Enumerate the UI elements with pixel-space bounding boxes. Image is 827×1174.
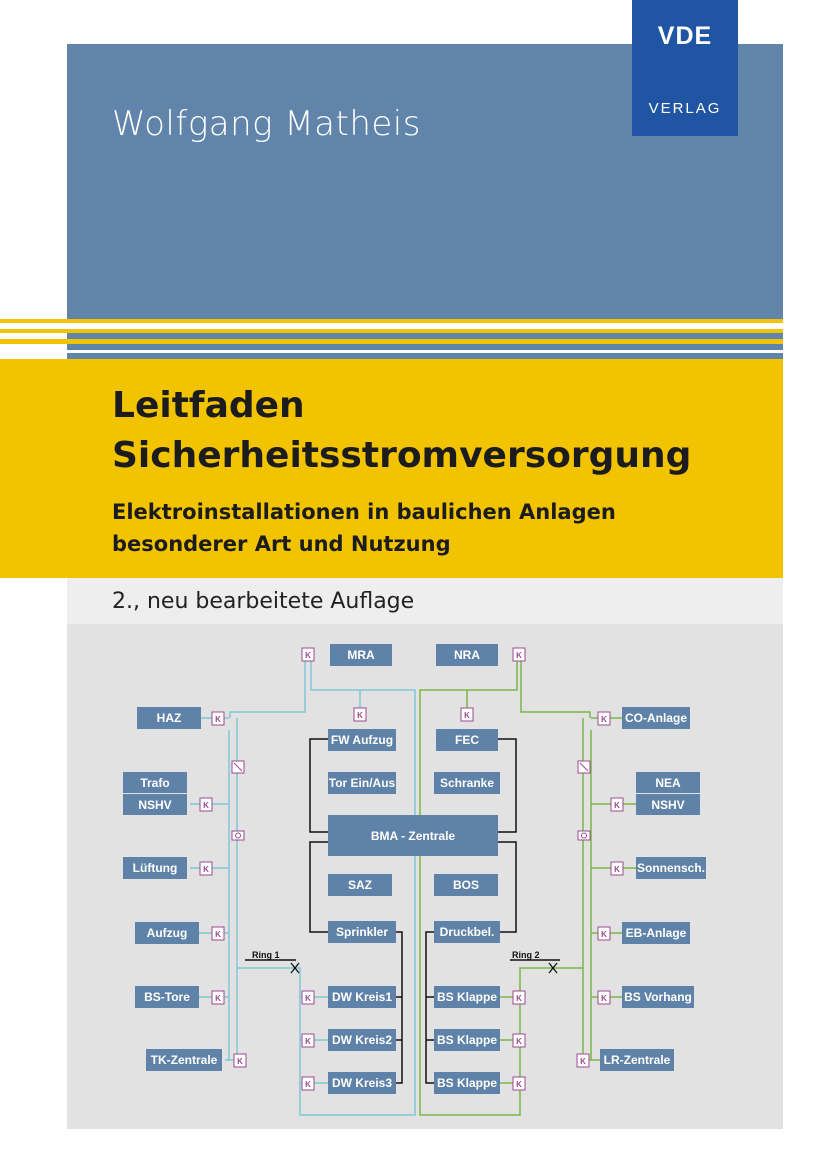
device-nra [436, 644, 498, 666]
device-dw-kreis3 [328, 1072, 396, 1094]
device-co-anlage [622, 707, 690, 729]
ring-break-marks [291, 963, 557, 973]
k-marker [200, 862, 212, 875]
bma-zentrale-box [328, 815, 498, 856]
svg-text:NEA: NEA [655, 776, 681, 790]
k-marker [234, 1054, 246, 1067]
svg-text:Druckbel.: Druckbel. [439, 925, 495, 939]
svg-text:TK-Zentrale: TK-Zentrale [150, 1053, 218, 1067]
svg-text:K: K [601, 930, 607, 939]
device-haz [137, 707, 201, 729]
svg-text:K: K [614, 865, 620, 874]
svg-text:BS Klappe: BS Klappe [436, 1033, 498, 1047]
svg-text:HAZ: HAZ [156, 711, 182, 725]
k-marker [302, 648, 314, 661]
svg-text:Lüftung: Lüftung [132, 861, 178, 875]
device-aufzug [135, 922, 199, 944]
svg-text:BOS: BOS [452, 878, 480, 892]
k-marker [513, 1034, 525, 1047]
k-markers [200, 648, 623, 1090]
svg-text:K: K [203, 801, 209, 810]
device-schranke [434, 772, 500, 794]
k-marker [461, 708, 473, 721]
svg-text:BS Vorhang: BS Vorhang [624, 990, 692, 1004]
svg-text:K: K [464, 711, 470, 720]
svg-text:EB-Anlage: EB-Anlage [625, 926, 687, 940]
device-nea [636, 772, 700, 793]
k-marker [302, 991, 314, 1004]
svg-text:K: K [305, 1037, 311, 1046]
k-marker [513, 991, 525, 1004]
k-marker [212, 712, 224, 725]
author-name: Wolfgang Matheis [112, 104, 421, 144]
svg-text:LR-Zentrale: LR-Zentrale [603, 1053, 671, 1067]
svg-text:K: K [305, 651, 311, 660]
ring1-label: Ring 1 [252, 950, 280, 960]
device-lueftung [123, 857, 187, 879]
k-marker [513, 648, 525, 661]
svg-text:SAZ: SAZ [348, 878, 372, 892]
subtitle-line1: Elektroinstallationen in baulichen Anlagen [112, 500, 616, 524]
device-eb-anlage [622, 922, 690, 944]
device-mra [330, 644, 392, 666]
svg-text:K: K [601, 994, 607, 1003]
k-marker [212, 991, 224, 1004]
k-marker [302, 1034, 314, 1047]
svg-text:K: K [215, 930, 221, 939]
device-nshv-left [123, 794, 187, 815]
svg-text:K: K [203, 865, 209, 874]
k-marker [611, 862, 623, 875]
device-fw-aufzug [328, 729, 396, 751]
edition-label: 2., neu bearbeitete Auflage [112, 589, 415, 614]
svg-text:Schranke: Schranke [439, 776, 495, 790]
book-title-line1: Leitfaden [112, 385, 305, 426]
k-marker [598, 927, 610, 940]
k-marker [598, 991, 610, 1004]
k-marker [212, 927, 224, 940]
svg-text:FEC: FEC [455, 733, 479, 747]
svg-text:Aufzug: Aufzug [146, 926, 188, 940]
device-bs-vorhang [622, 986, 694, 1008]
svg-text:NRA: NRA [454, 648, 480, 662]
device-dw-kreis1 [328, 986, 396, 1008]
svg-text:BS Klappe: BS Klappe [436, 990, 498, 1004]
svg-text:K: K [516, 1037, 522, 1046]
svg-text:DW Kreis1: DW Kreis1 [331, 990, 393, 1004]
device-bs-klappe-1 [434, 986, 500, 1008]
svg-text:NSHV: NSHV [651, 798, 685, 812]
k-marker [200, 798, 212, 811]
k-marker [598, 712, 610, 725]
svg-text:NSHV: NSHV [138, 798, 172, 812]
k-marker [354, 708, 366, 721]
svg-text:CO-Anlage: CO-Anlage [624, 711, 688, 725]
k-marker [302, 1077, 314, 1090]
svg-text:K: K [580, 1057, 586, 1066]
svg-text:Trafo: Trafo [140, 776, 170, 790]
svg-text:K: K [601, 715, 607, 724]
svg-text:K: K [305, 994, 311, 1003]
device-dw-kreis2 [328, 1029, 396, 1051]
device-druckbel [434, 921, 500, 943]
device-bs-klappe-2 [434, 1029, 500, 1051]
device-bos [434, 874, 498, 896]
svg-text:DW Kreis3: DW Kreis3 [331, 1076, 393, 1090]
svg-text:BS Klappe: BS Klappe [436, 1076, 498, 1090]
device-lr-zentrale [600, 1049, 674, 1071]
device-saz [328, 874, 392, 896]
device-fec [436, 729, 498, 751]
device-sprinkler [328, 921, 396, 943]
subtitle-line2: besonderer Art und Nutzung [112, 532, 451, 556]
svg-text:K: K [516, 651, 522, 660]
svg-text:FW Aufzug: FW Aufzug [330, 733, 394, 747]
device-tk-zentrale [146, 1049, 222, 1071]
right-device-boxes [600, 707, 706, 1071]
device-sonnenschutz [636, 857, 706, 879]
bma-wiring [245, 739, 560, 1083]
svg-text:DW Kreis2: DW Kreis2 [331, 1033, 393, 1047]
svg-text:K: K [516, 994, 522, 1003]
svg-text:K: K [215, 715, 221, 724]
ring2-label: Ring 2 [512, 950, 540, 960]
k-marker [513, 1077, 525, 1090]
svg-text:K: K [516, 1080, 522, 1089]
publisher-name: VDE [657, 22, 713, 50]
svg-text:Sonnensch.: Sonnensch. [636, 861, 706, 875]
svg-text:K: K [305, 1080, 311, 1089]
device-bs-klappe-3 [434, 1072, 500, 1094]
svg-text:Sprinkler: Sprinkler [335, 925, 389, 939]
svg-text:MRA: MRA [347, 648, 375, 662]
svg-text:Tor Ein/Aus: Tor Ein/Aus [328, 776, 396, 790]
k-marker [611, 798, 623, 811]
publisher-imprint: VERLAG [648, 100, 722, 117]
book-title-line2: Sicherheitsstromversorgung [112, 435, 692, 476]
svg-text:K: K [614, 801, 620, 810]
left-device-boxes [123, 707, 222, 1071]
svg-text:K: K [357, 711, 363, 720]
svg-text:K: K [215, 994, 221, 1003]
device-nshv-right [636, 794, 700, 815]
device-tor-ein-aus [328, 772, 396, 794]
svg-text:BS-Tore: BS-Tore [144, 990, 190, 1004]
device-trafo [123, 772, 187, 793]
device-bs-tore [135, 986, 199, 1008]
svg-text:BMA - Zentrale: BMA - Zentrale [370, 829, 456, 843]
k-marker [577, 1054, 589, 1067]
svg-text:K: K [237, 1057, 243, 1066]
